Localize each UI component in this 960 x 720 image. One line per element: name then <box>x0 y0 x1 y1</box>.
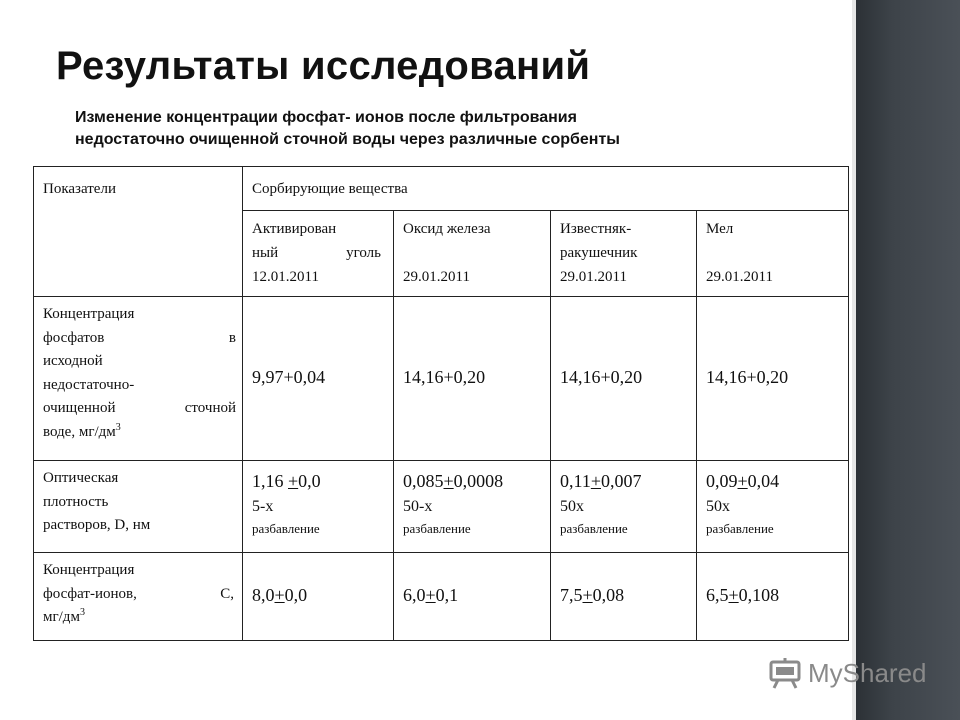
phosphate-4-pm: + <box>728 584 739 605</box>
row-initial-value-3: 14,16+0,20 <box>551 297 697 461</box>
phosphate-1-a: 8,0 <box>252 584 275 605</box>
row-phosphate-value-2 <box>394 553 551 641</box>
sorbent-2-name: Оксид железа <box>403 221 491 237</box>
row-optical-value-3 <box>551 461 697 553</box>
sorbent-4-name: Мел <box>706 221 734 237</box>
side-band <box>856 0 960 720</box>
sorbent-3-name-b: ракушечник <box>560 245 638 261</box>
optical-2-a: 0,085 <box>403 471 444 491</box>
sorbent-1-name-b1: ный <box>252 245 279 261</box>
row-initial-label-6: очищенной сточной <box>43 400 236 416</box>
sorbent-1-date: 12.01.2011 <box>252 269 319 285</box>
optical-1-a: 1,16 <box>252 471 288 491</box>
row-initial-value-4: 14,16+0,20 <box>697 297 849 461</box>
phosphate-3-a: 7,5 <box>560 584 583 605</box>
phosphate-2-a: 6,0 <box>403 584 426 605</box>
row-initial-label-1: Концентрация <box>43 306 135 322</box>
row-phosphate-label-4: мг/дм <box>43 609 80 625</box>
phosphate-2-b: 0,1 <box>435 584 459 605</box>
row-phosphate-label-2: фосфат-ионов, <box>43 585 137 602</box>
sorbent-1-name-b2: уголь <box>346 245 381 261</box>
phosphate-2-pm: + <box>425 584 436 605</box>
row-initial-label-4: исходной <box>43 353 103 369</box>
row-optical-label-2: плотность <box>43 493 109 510</box>
row-phosphate-value-1 <box>243 553 394 641</box>
header-param-cell <box>34 167 243 297</box>
row-initial-label-5: недостаточно- <box>43 376 135 393</box>
sorbent-3-name-a: Известняк- <box>560 221 632 237</box>
row-phosphate-label-sup: 3 <box>79 607 85 618</box>
optical-3-note: разбавление <box>560 521 628 536</box>
optical-4-pm: + <box>737 471 748 491</box>
subtitle-line-2: недостаточно очищенной сточной воды через различные сорбенты <box>75 131 620 148</box>
row-initial-label-7: воде, мг/дм <box>43 423 116 440</box>
optical-2-note: разбавление <box>403 521 471 536</box>
row-phosphate-value-3 <box>551 553 697 641</box>
row-phosphate-label-1: Концентрация <box>43 562 135 578</box>
optical-1-b: 0,0 <box>298 471 321 491</box>
watermark-text: MyShared <box>808 657 927 688</box>
header-row-1 <box>34 167 849 211</box>
sorbent-3-date: 29.01.2011 <box>560 269 627 285</box>
row-initial-label-6-wrap <box>43 397 236 421</box>
sorbent-header-1 <box>243 211 394 297</box>
sorbent-header-4 <box>697 211 849 297</box>
row-initial-value-1: 9,97+0,04 <box>243 297 394 461</box>
header-group-cell <box>243 167 849 211</box>
optical-1-note: разбавление <box>252 521 320 536</box>
row-optical-label-cell <box>34 461 243 553</box>
phosphate-3-pm: + <box>582 584 593 605</box>
results-table <box>33 166 849 641</box>
sorbent-header-3 <box>551 211 697 297</box>
presentation-board-icon <box>768 656 802 690</box>
row-initial-label-3: в <box>228 329 236 346</box>
row-initial-label-cell <box>34 297 243 461</box>
row-initial-value-2: 14,16+0,20 <box>394 297 551 461</box>
page-title: Результаты исследований <box>56 44 591 88</box>
row-optical-density <box>34 461 849 553</box>
row-optical-value-4 <box>697 461 849 553</box>
optical-2-dil: 50-х <box>403 498 433 515</box>
optical-4-b: 0,04 <box>747 471 780 491</box>
optical-1-pm: + <box>288 471 299 491</box>
subtitle-line-1: Изменение концентрации фосфат- ионов после фильтрования <box>75 109 577 126</box>
row-phosphate-value-4 <box>697 553 849 641</box>
optical-3-a: 0,11 <box>560 471 591 491</box>
row-phosphate-label-3: С, <box>220 585 234 602</box>
header-param: Показатели <box>43 181 116 197</box>
row-phosphate-concentration <box>34 553 849 641</box>
phosphate-1-pm: + <box>274 584 285 605</box>
phosphate-4-b: 0,108 <box>738 584 780 605</box>
row-initial-concentration <box>34 297 849 461</box>
sorbent-header-2 <box>394 211 551 297</box>
optical-3-b: 0,007 <box>601 471 642 491</box>
optical-1-dil: 5-х <box>252 498 274 515</box>
optical-2-pm: + <box>443 471 454 491</box>
header-group: Сорбирующие вещества <box>252 181 408 197</box>
optical-4-a: 0,09 <box>706 471 738 491</box>
row-optical-label-1: Оптическая <box>43 470 119 486</box>
watermark <box>768 656 927 690</box>
row-phosphate-label-cell <box>34 553 243 641</box>
sorbent-4-date: 29.01.2011 <box>706 269 773 285</box>
optical-4-note: разбавление <box>706 521 774 536</box>
optical-3-dil: 50х <box>560 498 584 515</box>
phosphate-4-a: 6,5 <box>706 584 729 605</box>
optical-4-dil: 50х <box>706 498 730 515</box>
sorbent-2-date: 29.01.2011 <box>403 269 470 285</box>
row-initial-label-sup: 3 <box>115 421 121 433</box>
optical-2-b: 0,0008 <box>453 471 504 491</box>
row-optical-label-3: растворов, D, нм <box>43 517 151 533</box>
optical-3-pm: + <box>590 471 601 491</box>
phosphate-1-b: 0,0 <box>284 584 308 605</box>
sorbent-1-name-a: Активирован <box>252 221 337 237</box>
row-optical-value-1 <box>243 461 394 553</box>
row-initial-label-2: фосфатов <box>43 329 105 346</box>
subtitle <box>75 107 775 151</box>
row-optical-value-2 <box>394 461 551 553</box>
phosphate-3-b: 0,08 <box>592 584 625 605</box>
